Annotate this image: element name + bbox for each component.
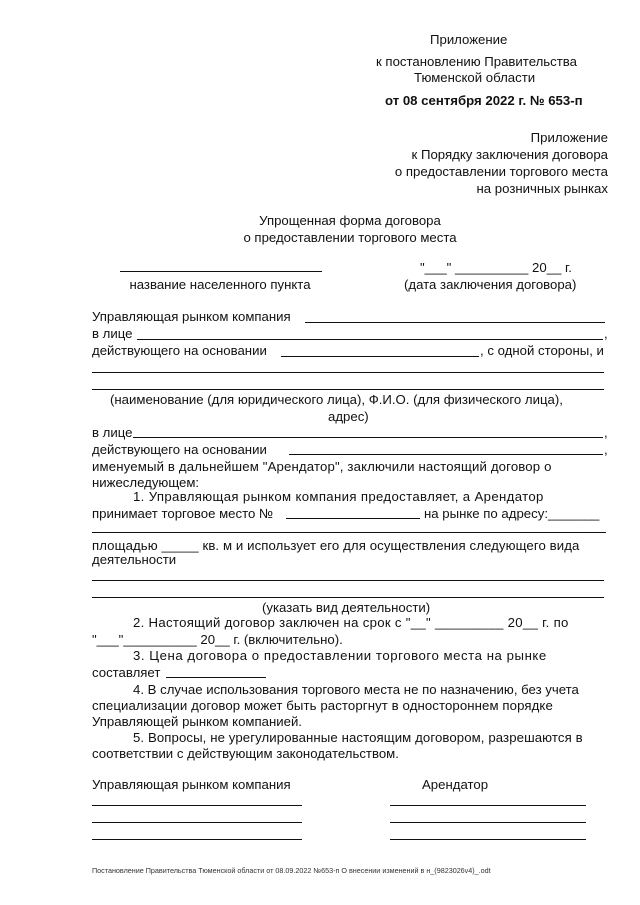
blank-line-party2-a	[92, 372, 604, 373]
signature-right-line-1	[390, 805, 586, 806]
signature-left-line-1	[92, 805, 302, 806]
s1-line-2a: принимает торговое место №	[92, 506, 274, 521]
date-field: "___" __________ 20__ г.	[420, 260, 572, 275]
blank-line-party2-b	[92, 389, 604, 390]
s5-line-1: 5. Вопросы, не урегулированные настоящим договором, разрешаются в	[133, 730, 583, 745]
s3-line-1: 3. Цена договора о предоставлении торгового места на рынке	[133, 648, 547, 663]
signature-right-line-2	[390, 822, 586, 823]
comma-1: ,	[604, 326, 608, 341]
basis-label-1: действующего на основании	[92, 343, 267, 358]
company-blank-line	[305, 322, 605, 323]
party2-caption-1: (наименование (для юридического лица), Ф.И.О. (для физического лица),	[110, 392, 563, 407]
s1-line-1: 1. Управляющая рынком компания предоставляет, а Арендатор	[133, 489, 544, 504]
s3-line-2: составляет	[92, 665, 161, 680]
s1-line-2b: на рынке по адресу:_______	[424, 506, 600, 521]
title-line-1: Упрощенная форма договора	[259, 213, 441, 228]
s4-line-2: специализации договор может быть расторгнут в одностороннем порядке	[92, 698, 553, 713]
signature-right-line-3	[390, 839, 586, 840]
header-line-2: к постановлению Правительства	[376, 54, 577, 69]
basis-blank-line-2	[289, 454, 603, 455]
one-side-text: , с одной стороны, и	[480, 343, 604, 358]
signature-left-label: Управляющая рынком компания	[92, 777, 291, 792]
in-person-label-1: в лице	[92, 326, 133, 341]
place-blank-line	[120, 271, 322, 272]
s4-line-3: Управляющей рынком компанией.	[92, 714, 302, 729]
address-blank-line	[92, 532, 606, 533]
date-caption: (дата заключения договора)	[404, 277, 577, 292]
activity-blank-line-1	[92, 580, 604, 581]
party2-caption-2: адрес)	[328, 409, 369, 424]
header-line-4: от 08 сентября 2022 г. № 653-п	[385, 93, 583, 108]
company-label: Управляющая рынком компания	[92, 309, 291, 324]
appendix-line-4: на розничных рынках	[476, 181, 608, 196]
s4-line-1: 4. В случае использования торгового места не по назначению, без учета	[133, 682, 579, 697]
basis-label-2: действующего на основании	[92, 442, 267, 457]
in-person-label-2: в лице	[92, 425, 133, 440]
basis-blank-line-1	[281, 356, 479, 357]
s2-line-2: "___"__________ 20__ г. (включительно).	[92, 632, 343, 647]
signature-left-line-3	[92, 839, 302, 840]
comma-2: ,	[604, 425, 608, 440]
signature-right-label: Арендатор	[422, 777, 489, 792]
comma-3: ,	[604, 442, 608, 457]
appendix-line-1: Приложение	[530, 130, 608, 145]
place-number-blank-line	[286, 518, 420, 519]
in-person-blank-line-1	[137, 339, 603, 340]
s1-line-4: деятельности	[92, 552, 177, 567]
appendix-line-3: о предоставлении торгового места	[394, 164, 608, 179]
appendix-line-2: к Порядку заключения договора	[411, 147, 608, 162]
title-line-2: о предоставлении торгового места	[243, 230, 457, 245]
header-line-3: Тюменской области	[414, 70, 536, 85]
place-caption: название населенного пункта	[129, 277, 311, 292]
named-line-2: нижеследующем:	[92, 475, 200, 490]
footer-text: Постановление Правительства Тюменской области от 08.09.2022 №653-п О внесении изменений в н_(9823026v4)_.odt	[92, 866, 491, 875]
activity-blank-line-2	[92, 597, 604, 598]
header-line-1: Приложение	[430, 32, 508, 47]
named-line-1: именуемый в дальнейшем "Арендатор", заключили настоящий договор о	[92, 459, 552, 474]
s2-line-1: 2. Настоящий договор заключен на срок с "__" _________ 20__ г. по	[133, 615, 569, 630]
activity-caption: (указать вид деятельности)	[262, 600, 431, 615]
in-person-blank-line-2	[133, 437, 603, 438]
s1-line-3: площадью _____ кв. м и использует его для осуществления следующего вида	[92, 538, 580, 553]
price-blank-line	[166, 677, 266, 678]
s5-line-2: соответствии с действующим законодательством.	[92, 746, 399, 761]
signature-left-line-2	[92, 822, 302, 823]
